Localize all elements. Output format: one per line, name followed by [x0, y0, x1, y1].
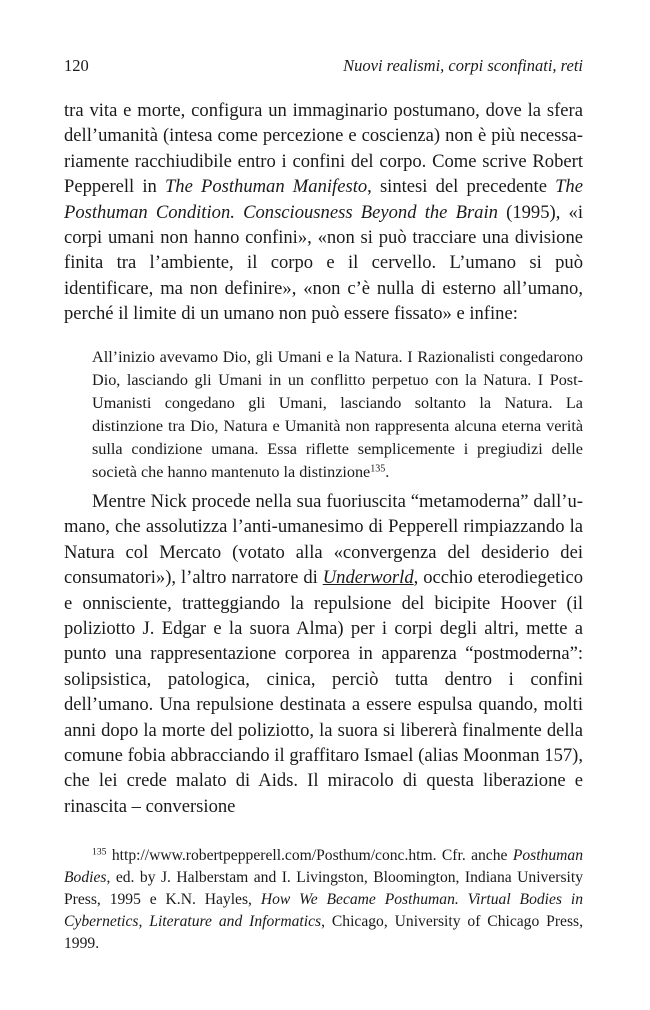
book-title-posthuman-condition: The Posthuman Condition. Consciousness Beyond the Brain: [64, 176, 583, 223]
quote-end: .: [385, 463, 390, 481]
para1-text-a: tra vita e morte, configura un immaginario postumano, dove la sfera dell’umanità (intesa come percezione e coscienza) non è più necessariamente racchiudibile entro i confini del corpo. Come scrive Robert Pepperell in: [64, 100, 583, 198]
book-title-posthuman-bodies: Posthuman Bodies: [64, 847, 583, 886]
para2-text-b: , occhio eterodiegetico e onnisciente, tratteggiando la repulsione del bicipite Hoover (il poliziotto J. Edgar e la suora Alma) per i corpi degli altri, mette a punto una rappresentazione corporea in apparenza “postmoderna”: solipsistica, patologica, cinica, perciò tutta dentro i confini dell’umano. Una repulsione destinata a essere espulsa quando, molti anni dopo la morte del poliziotto, la suora si libererà finalmente della comune fobia abbracciando il graffitaro Ismael (alias Moonman 157), che lei crede malato di Aids. Il miracolo di questa liberazione e rinascita – conversione: [64, 567, 583, 817]
footnote-reference[interactable]: 135: [370, 463, 386, 475]
block-quote: [92, 346, 583, 484]
book-title-underworld: Underworld: [322, 567, 414, 589]
page-number: 120: [64, 56, 89, 75]
para2-text-a: Mentre Nick procede nella sua fuoriuscita “metamoderna” dall’umano, che assolutizza l’anti-umanesimo di Pepperell rimpiazzando la Natura col Mercato (votato alla «convergenza del desiderio dei consumatori»), l’altro narratore di: [64, 491, 583, 589]
page-header: [64, 54, 583, 78]
body-paragraph-1: [64, 98, 583, 327]
footnote-text-a: http://www.robertpepperell.com/Posthum/conc.htm. Cfr. anche: [106, 847, 513, 864]
quote-text: All’inizio avevamo Dio, gli Umani e la Natura. I Razionalisti congedarono Dio, lasciando gli Umani in un conflitto perpetuo con la Natura. I Post-Umanisti congedano gli Umani, lasciando soltanto la Natura. La distinzione tra Dio, Natura e Umanità non rappresenta alcuna eterna verità sulla condizione umana. Essa riflette semplicemente i pregiudizi delle società che hanno mantenuto la distinzione: [92, 348, 583, 481]
para1-text-c: (1995), «i corpi umani non hanno confini», «non si può tracciare una divisione finita tra l’ambiente, il corpo e il cervello. L’umano si può identificare, ma non definire», «non c’è nulla di esterno all’umano, perché il limite di un umano non può essere fissato» e infine:: [64, 201, 583, 325]
footnote-number: 135: [92, 846, 107, 858]
footnote-text-b: , ed. by J. Halberstam and I. Livingston, Bloomington, Indiana University Press, 1995 e K.N. Hayles,: [64, 869, 583, 908]
para1-text-b: , sintesi del precedente: [367, 176, 556, 198]
footnote-text-c: , Chicago, University of Chicago Press, 1999.: [64, 913, 584, 952]
book-title-how-we-became-posthuman: How We Became Posthuman. Virtual Bodies in Cybernetics, Literature and Informatics: [64, 891, 583, 930]
running-title: Nuovi realismi, corpi sconfinati, reti: [343, 56, 583, 75]
book-title-posthuman-manifesto: The Posthuman Manifesto: [164, 176, 368, 198]
footnote: [64, 845, 583, 955]
body-paragraph-2: [64, 489, 583, 819]
